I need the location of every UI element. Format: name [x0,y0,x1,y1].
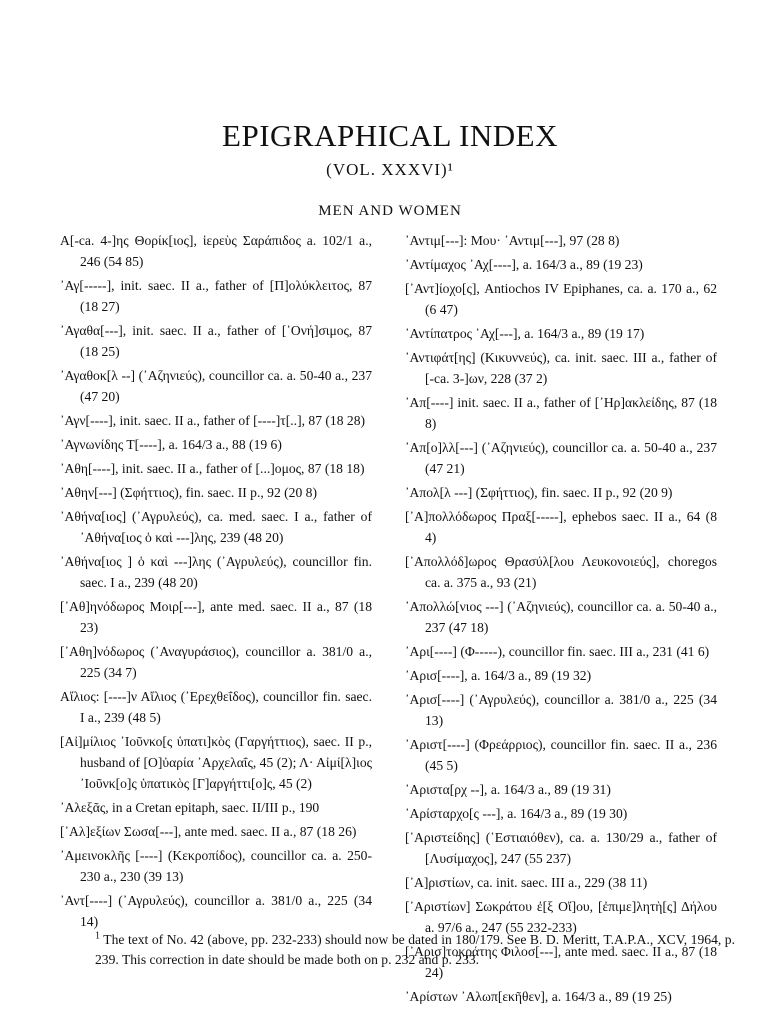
index-entry: ᾿Αθη[----], init. saec. II a., father of [...]ομος, 87 (18 18) [60,461,365,476]
index-entry: [᾿Αθη]νόδωρος (᾿Αναγυράσιος), councillor a. 381/0 a., 225 (34 7) [60,644,372,680]
index-entry: ᾿Αρισ[----] (᾿Αγρυλεύς), councillor a. 381/0 a., 225 (34 13) [405,692,717,728]
index-entry: ᾿Αντ[----] (᾿Αγρυλεύς), councillor a. 381/0 a., 225 (34 14) [60,893,372,929]
footnote-mark: 1 [95,930,100,942]
index-entry: ᾿Αθήνα[ιος ] ὁ καὶ ---]λης (᾿Αγρυλεύς), councillor fin. saec. I a., 239 (48 20) [60,554,372,590]
index-entry: ᾿Αγν[----], init. saec. II a., father of [----]τ[..], 87 (18 28) [60,413,366,428]
left-column [60,230,372,935]
index-entry: ᾿Αγαθοκ[λ --] (᾿Αζηνιεύς), councillor ca. a. 50-40 a., 237 (47 20) [60,368,372,404]
index-entry: [Αἰ]μίλιος ᾿Ιοῦνκο[ς ὑπατι]κὸς (Γαργήττιος), saec. II p., husband of [Ο]ὐαρία ᾿Αρχελαΐς, 45 (2); Λ· Αἰμί[λ]ιος ᾿Ιοῦνκ[ο]ς ὑπατικὸς [Γ]αργήττι[ο]ς, 45 (2) [60,734,372,791]
index-entry: [᾿Α]πολλόδωρος Πραξ[-----], ephebos saec. II a., 64 (8 4) [405,509,717,545]
index-entry: ᾿Απ[----] init. saec. II a., father of [᾿Ηρ]ακλείδης, 87 (18 8) [405,395,717,431]
index-entry: [᾿Απολλόδ]ωρος Θρασύλ[λου Λευκονοιεύς], choregos ca. a. 375 a., 93 (21) [405,554,717,590]
index-entry: [᾿Α]ριστίων, ca. init. saec. III a., 229 (38 11) [405,875,648,890]
index-entry: ᾿Απολ[λ ---] (Σφήττιος), fin. saec. II p., 92 (20 9) [405,485,673,500]
index-entry: ᾿Απολλώ[νιος ---] (᾿Αζηνιεύς), councillor ca. a. 50-40 a., 237 (47 18) [405,599,717,635]
right-column [405,230,717,1010]
index-entry: ᾿Αμεινοκλῆς [----] (Κεκροπίδος), councillor ca. a. 250-230 a., 230 (39 13) [60,848,372,884]
index-entry: ᾿Απ[ο]λλ[---] (᾿Αζηνιεύς), councillor ca. a. 50-40 a., 237 (47 21) [405,440,717,476]
index-entry: ᾿Αντίπατρος ᾿Αχ[---], a. 164/3 a., 89 (19 17) [405,326,645,341]
index-entry: ᾿Αρι[----] (Φ-----), councillor fin. saec. III a., 231 (41 6) [405,644,710,659]
footnote [95,930,735,970]
index-entry: ᾿Αντιφάτ[ης] (Κικυννεύς), ca. init. saec. III a., father of [-ca. 3-]ων, 228 (37 2) [405,350,717,386]
index-entry: [᾿Αρισ]τοκράτης Φιλοσ[---], ante med. saec. II a., 87 (18 24) [405,944,717,980]
index-entry: ᾿Αρίσταρχο[ς ---], a. 164/3 a., 89 (19 30) [405,806,628,821]
index-entry: Α[-ca. 4-]ης Θορίκ[ιος], ἱερεὺς Σαράπιδος a. 102/1 a., 246 (54 85) [60,233,372,269]
index-entry: [᾿Αλ]εξίων Σωσα[---], ante med. saec. II a., 87 (18 26) [60,824,357,839]
index-entry: ᾿Αγνωνίδης Τ[----], a. 164/3 a., 88 (19 6) [60,437,282,452]
index-entry: ᾿Αθην[---] (Σφήττιος), fin. saec. II p., 92 (20 8) [60,485,317,500]
index-entry: [᾿Αντ]ίοχο[ς], Antiochos IV Epiphanes, ca. a. 170 a., 62 (6 47) [405,281,717,317]
footnote-text: The text of No. 42 (above, pp. 232-233) should now be dated in 180/179. See B. D. Meritt, T.A.P.A., XCV, 1964, p. 239. This correction in date should be made both on p. 232 and p. 233. [95,932,735,967]
index-entry: [᾿Αθ]ηνόδωρος Μοιρ[---], ante med. saec. II a., 87 (18 23) [60,599,372,635]
index-entry: ᾿Αγ[-----], init. saec. II a., father of [Π]ολύκλειτος, 87 (18 27) [60,278,372,314]
index-entry: ᾿Αθήνα[ιος] (᾿Αγρυλεύς), ca. med. saec. I a., father of ᾿Αθήνα[ιος ὁ καὶ ---]λης, 239 (48 20) [60,509,372,545]
section-heading: MEN AND WOMEN [318,203,462,219]
index-entry: ᾿Αντίμαχος ᾿Αχ[----], a. 164/3 a., 89 (19 23) [405,257,643,272]
index-entry: ᾿Αγαθα[---], init. saec. II a., father of [᾿Ονή]σιμος, 87 (18 25) [60,323,372,359]
volume-label: (VOL. XXXVI)¹ [326,160,454,179]
index-entry: ᾿Αρισ[----], a. 164/3 a., 89 (19 32) [405,668,592,683]
index-entry: ᾿Αριστα[ρχ --], a. 164/3 a., 89 (19 31) [405,782,611,797]
index-entry: ᾿Αντιμ[---]: Μου· ᾿Αντιμ[---], 97 (28 8) [405,233,620,248]
index-entry: Αἴλιος: [----]ν Αἴλιος (᾿Ερεχθεΐδος), councillor fin. saec. I a., 239 (48 5) [60,689,372,725]
index-entry: [᾿Αριστίων] Σωκράτου ἐ[ξ Οἴ]ου, [ἐπιμε]λητὴ[ς] Δήλου a. 97/6 a., 247 (55 232-233) [405,899,717,935]
index-entry: ᾿Αρίστων ᾿Αλωπ[εκῆθεν], a. 164/3 a., 89 (19 25) [405,989,672,1004]
index-entry: ᾿Αλεξᾶς, in a Cretan epitaph, saec. II/III p., 190 [60,800,320,815]
index-entry: [᾿Αριστείδης] (῾Εστιαιόθεν), ca. a. 130/29 a., father of [Λυσίμαχος], 247 (55 237) [405,830,717,866]
index-entry: ᾿Αριστ[----] (Φρεάρριος), councillor fin. saec. II a., 236 (45 5) [405,737,717,773]
page-title: EPIGRAPHICAL INDEX [222,118,558,153]
